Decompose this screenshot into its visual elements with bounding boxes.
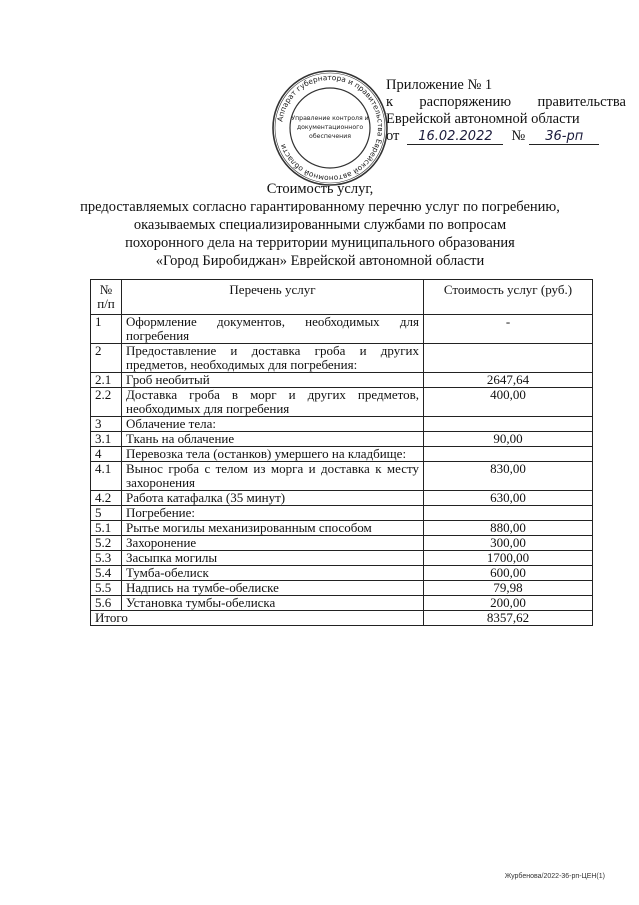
title-line-5: «Город Биробиджан» Еврейской автономной области bbox=[155, 253, 485, 269]
row-cost bbox=[424, 417, 593, 432]
row-cost: 600,00 bbox=[424, 566, 593, 581]
row-cost bbox=[424, 447, 593, 462]
row-number: 5.1 bbox=[91, 521, 122, 536]
row-number: 4.2 bbox=[91, 491, 122, 506]
row-cost: - bbox=[424, 315, 593, 344]
header-cost: Стоимость услуг (руб.) bbox=[424, 280, 593, 315]
header-number: № п/п bbox=[91, 280, 122, 315]
row-number: 5.6 bbox=[91, 596, 122, 611]
title-line-3: оказываемых специализированными службами по вопросам bbox=[133, 217, 507, 233]
from-label: от bbox=[386, 128, 400, 144]
table-row bbox=[91, 417, 593, 432]
row-number: 1 bbox=[91, 315, 122, 344]
header-services: Перечень услуг bbox=[122, 280, 424, 315]
official-stamp bbox=[270, 68, 390, 188]
table-row bbox=[91, 551, 593, 566]
row-service-name: Вынос гроба с телом из морга и доставка к месту захоронения bbox=[122, 462, 424, 491]
row-service-name: Погребение: bbox=[122, 506, 424, 521]
row-cost bbox=[424, 344, 593, 373]
row-cost: 2647,64 bbox=[424, 373, 593, 388]
title-line-4: похоронного дела на территории муниципального образования bbox=[125, 235, 515, 251]
table-row bbox=[91, 521, 593, 536]
appendix-line-1: Приложение № 1 bbox=[386, 77, 493, 93]
row-service-name: Доставка гроба в морг и других предметов, необходимых для погребения bbox=[122, 388, 424, 417]
row-service-name: Облачение тела: bbox=[122, 417, 424, 432]
table-row bbox=[91, 373, 593, 388]
stamp-inner-line-3: обеспечения bbox=[309, 133, 351, 140]
row-service-name: Гроб необитый bbox=[122, 373, 424, 388]
table-row bbox=[91, 581, 593, 596]
row-cost: 200,00 bbox=[424, 596, 593, 611]
row-number: 5 bbox=[91, 506, 122, 521]
table-row bbox=[91, 566, 593, 581]
row-number: 3 bbox=[91, 417, 122, 432]
row-cost: 1700,00 bbox=[424, 551, 593, 566]
stamp-inner-line-2: документационного bbox=[296, 124, 364, 131]
appendix-line-2: к распоряжению правительства bbox=[386, 94, 626, 110]
row-number: 5.3 bbox=[91, 551, 122, 566]
row-cost: 880,00 bbox=[424, 521, 593, 536]
table-total-row bbox=[91, 611, 593, 626]
table-row bbox=[91, 432, 593, 447]
appendix-line-3: Еврейской автономной области bbox=[386, 111, 580, 127]
stamp-outer-text: Аппарат губернатора и правительства Еврейской автономной области bbox=[275, 72, 386, 184]
row-number: 5.2 bbox=[91, 536, 122, 551]
document-footer-code: Журбенова/2022-36-рп-ЦЕН(1) bbox=[504, 873, 605, 880]
row-cost: 79,98 bbox=[424, 581, 593, 596]
row-service-name: Засыпка могилы bbox=[122, 551, 424, 566]
document-title bbox=[40, 180, 600, 270]
row-service-name: Предоставление и доставка гроба и других предметов, необходимых для погребения: bbox=[122, 344, 424, 373]
handwritten-date: 16.02.2022 bbox=[407, 129, 503, 145]
row-service-name: Захоронение bbox=[122, 536, 424, 551]
appendix-header bbox=[386, 77, 626, 145]
row-number: 4.1 bbox=[91, 462, 122, 491]
table-row bbox=[91, 315, 593, 344]
row-number: 4 bbox=[91, 447, 122, 462]
row-service-name: Тумба-обелиск bbox=[122, 566, 424, 581]
row-service-name: Оформление документов, необходимых для погребения bbox=[122, 315, 424, 344]
row-cost bbox=[424, 506, 593, 521]
row-service-name: Надпись на тумбе-обелиске bbox=[122, 581, 424, 596]
total-label: Итого bbox=[91, 611, 424, 626]
stamp-inner-line-1: Управление контроля и bbox=[291, 115, 369, 122]
appendix-date-number bbox=[386, 128, 626, 145]
row-cost: 90,00 bbox=[424, 432, 593, 447]
row-number: 5.5 bbox=[91, 581, 122, 596]
row-number: 3.1 bbox=[91, 432, 122, 447]
table-row bbox=[91, 536, 593, 551]
row-number: 2 bbox=[91, 344, 122, 373]
table-row bbox=[91, 462, 593, 491]
number-label: № bbox=[511, 128, 526, 144]
row-service-name: Рытье могилы механизированным способом bbox=[122, 521, 424, 536]
title-line-2: предоставляемых согласно гарантированному перечню услуг по погребению, bbox=[80, 199, 560, 215]
table-row bbox=[91, 596, 593, 611]
total-value: 8357,62 bbox=[424, 611, 593, 626]
table-row bbox=[91, 447, 593, 462]
row-cost: 830,00 bbox=[424, 462, 593, 491]
row-cost: 300,00 bbox=[424, 536, 593, 551]
row-service-name: Установка тумбы-обелиска bbox=[122, 596, 424, 611]
row-number: 2.1 bbox=[91, 373, 122, 388]
table-row bbox=[91, 344, 593, 373]
title-line-1: Стоимость услуг, bbox=[266, 181, 374, 197]
row-cost: 630,00 bbox=[424, 491, 593, 506]
table-header-row bbox=[91, 280, 593, 315]
table-row bbox=[91, 388, 593, 417]
row-service-name: Ткань на облачение bbox=[122, 432, 424, 447]
row-number: 5.4 bbox=[91, 566, 122, 581]
row-number: 2.2 bbox=[91, 388, 122, 417]
handwritten-number: 36-рп bbox=[529, 129, 599, 145]
table-row bbox=[91, 506, 593, 521]
row-service-name: Перевозка тела (останков) умершего на кладбище: bbox=[122, 447, 424, 462]
services-cost-table bbox=[90, 279, 593, 626]
table-body bbox=[91, 315, 593, 611]
table-row bbox=[91, 491, 593, 506]
row-service-name: Работа катафалка (35 минут) bbox=[122, 491, 424, 506]
row-cost: 400,00 bbox=[424, 388, 593, 417]
